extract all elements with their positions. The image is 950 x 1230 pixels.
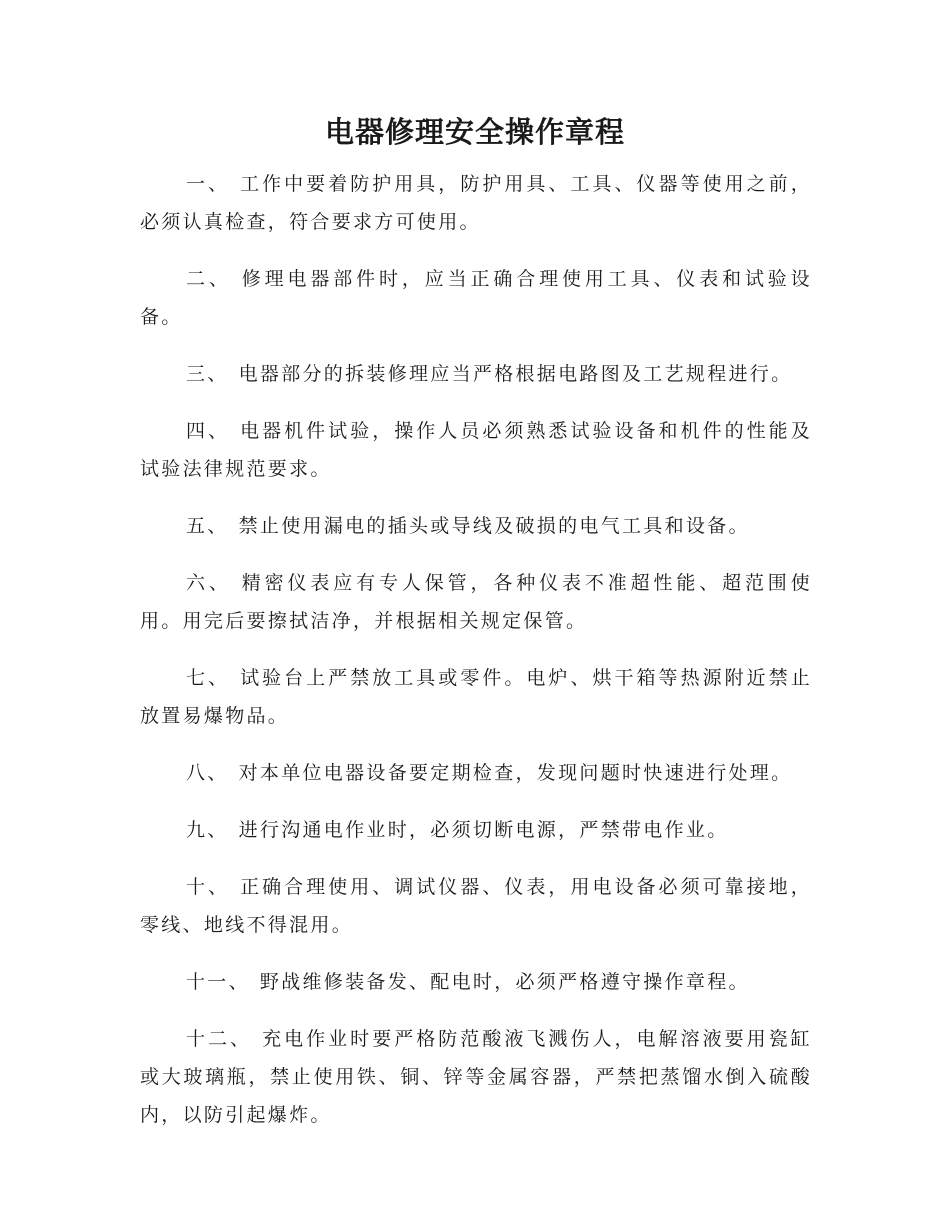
clause-text: 电器部分的拆装修理应当严格根据电路图及工艺规程进行。 (238, 363, 793, 385)
clause-1 (140, 165, 812, 241)
clause-10 (140, 868, 812, 944)
clause-11 (140, 963, 812, 1001)
clause-text: 进行沟通电作业时，必须切断电源，严禁带电作业。 (238, 819, 729, 841)
clause-number: 十、 (186, 876, 231, 898)
clause-text: 工作中要着防护用具，防护用具、工具、仪器等使用之前，必须认真检查，符合要求方可使用。 (140, 173, 812, 233)
clause-3 (140, 355, 812, 393)
clause-text: 禁止使用漏电的插头或导线及破损的电气工具和设备。 (238, 515, 750, 537)
clause-text: 充电作业时要严格防范酸液飞溅伤人，电解溶液要用瓷缸或大玻璃瓶，禁止使用铁、铜、锌等金属容器，严禁把蒸馏水倒入硫酸内，以防引起爆炸。 (140, 1028, 812, 1126)
clause-4 (140, 412, 812, 488)
clause-text: 对本单位电器设备要定期检查，发现问题时快速进行处理。 (238, 762, 793, 784)
clause-number: 四、 (186, 420, 231, 442)
clause-7 (140, 659, 812, 735)
document-body (140, 165, 812, 1153)
clause-number: 五、 (186, 515, 229, 537)
clause-number: 八、 (186, 762, 229, 784)
clause-number: 三、 (186, 363, 229, 385)
clause-number: 十二、 (186, 1028, 253, 1050)
clause-8 (140, 754, 812, 792)
clause-text: 电器机件试验，操作人员必须熟悉试验设备和机件的性能及试验法律规范要求。 (140, 420, 812, 480)
clause-text: 野战维修装备发、配电时，必须严格遵守操作章程。 (259, 971, 750, 993)
clause-6 (140, 564, 812, 640)
clause-2 (140, 260, 812, 336)
clause-number: 二、 (186, 268, 232, 290)
clause-number: 一、 (186, 173, 231, 195)
clause-number: 七、 (186, 667, 231, 689)
clause-text: 试验台上严禁放工具或零件。电炉、烘干箱等热源附近禁止放置易爆物品。 (140, 667, 812, 727)
document-title: 电器修理安全操作章程 (324, 115, 625, 149)
clause-5 (140, 507, 812, 545)
clause-number: 六、 (186, 572, 232, 594)
clause-text: 精密仪表应有专人保管，各种仪表不准超性能、超范围使用。用完后要擦拭洁净，并根据相关规定保管。 (140, 572, 812, 632)
clause-number: 九、 (186, 819, 229, 841)
clause-text: 修理电器部件时，应当正确合理使用工具、仪表和试验设备。 (140, 268, 812, 328)
clause-9 (140, 811, 812, 849)
clause-text: 正确合理使用、调试仪器、仪表，用电设备必须可靠接地，零线、地线不得混用。 (140, 876, 812, 936)
clause-12 (140, 1020, 812, 1134)
clause-number: 十一、 (186, 971, 250, 993)
